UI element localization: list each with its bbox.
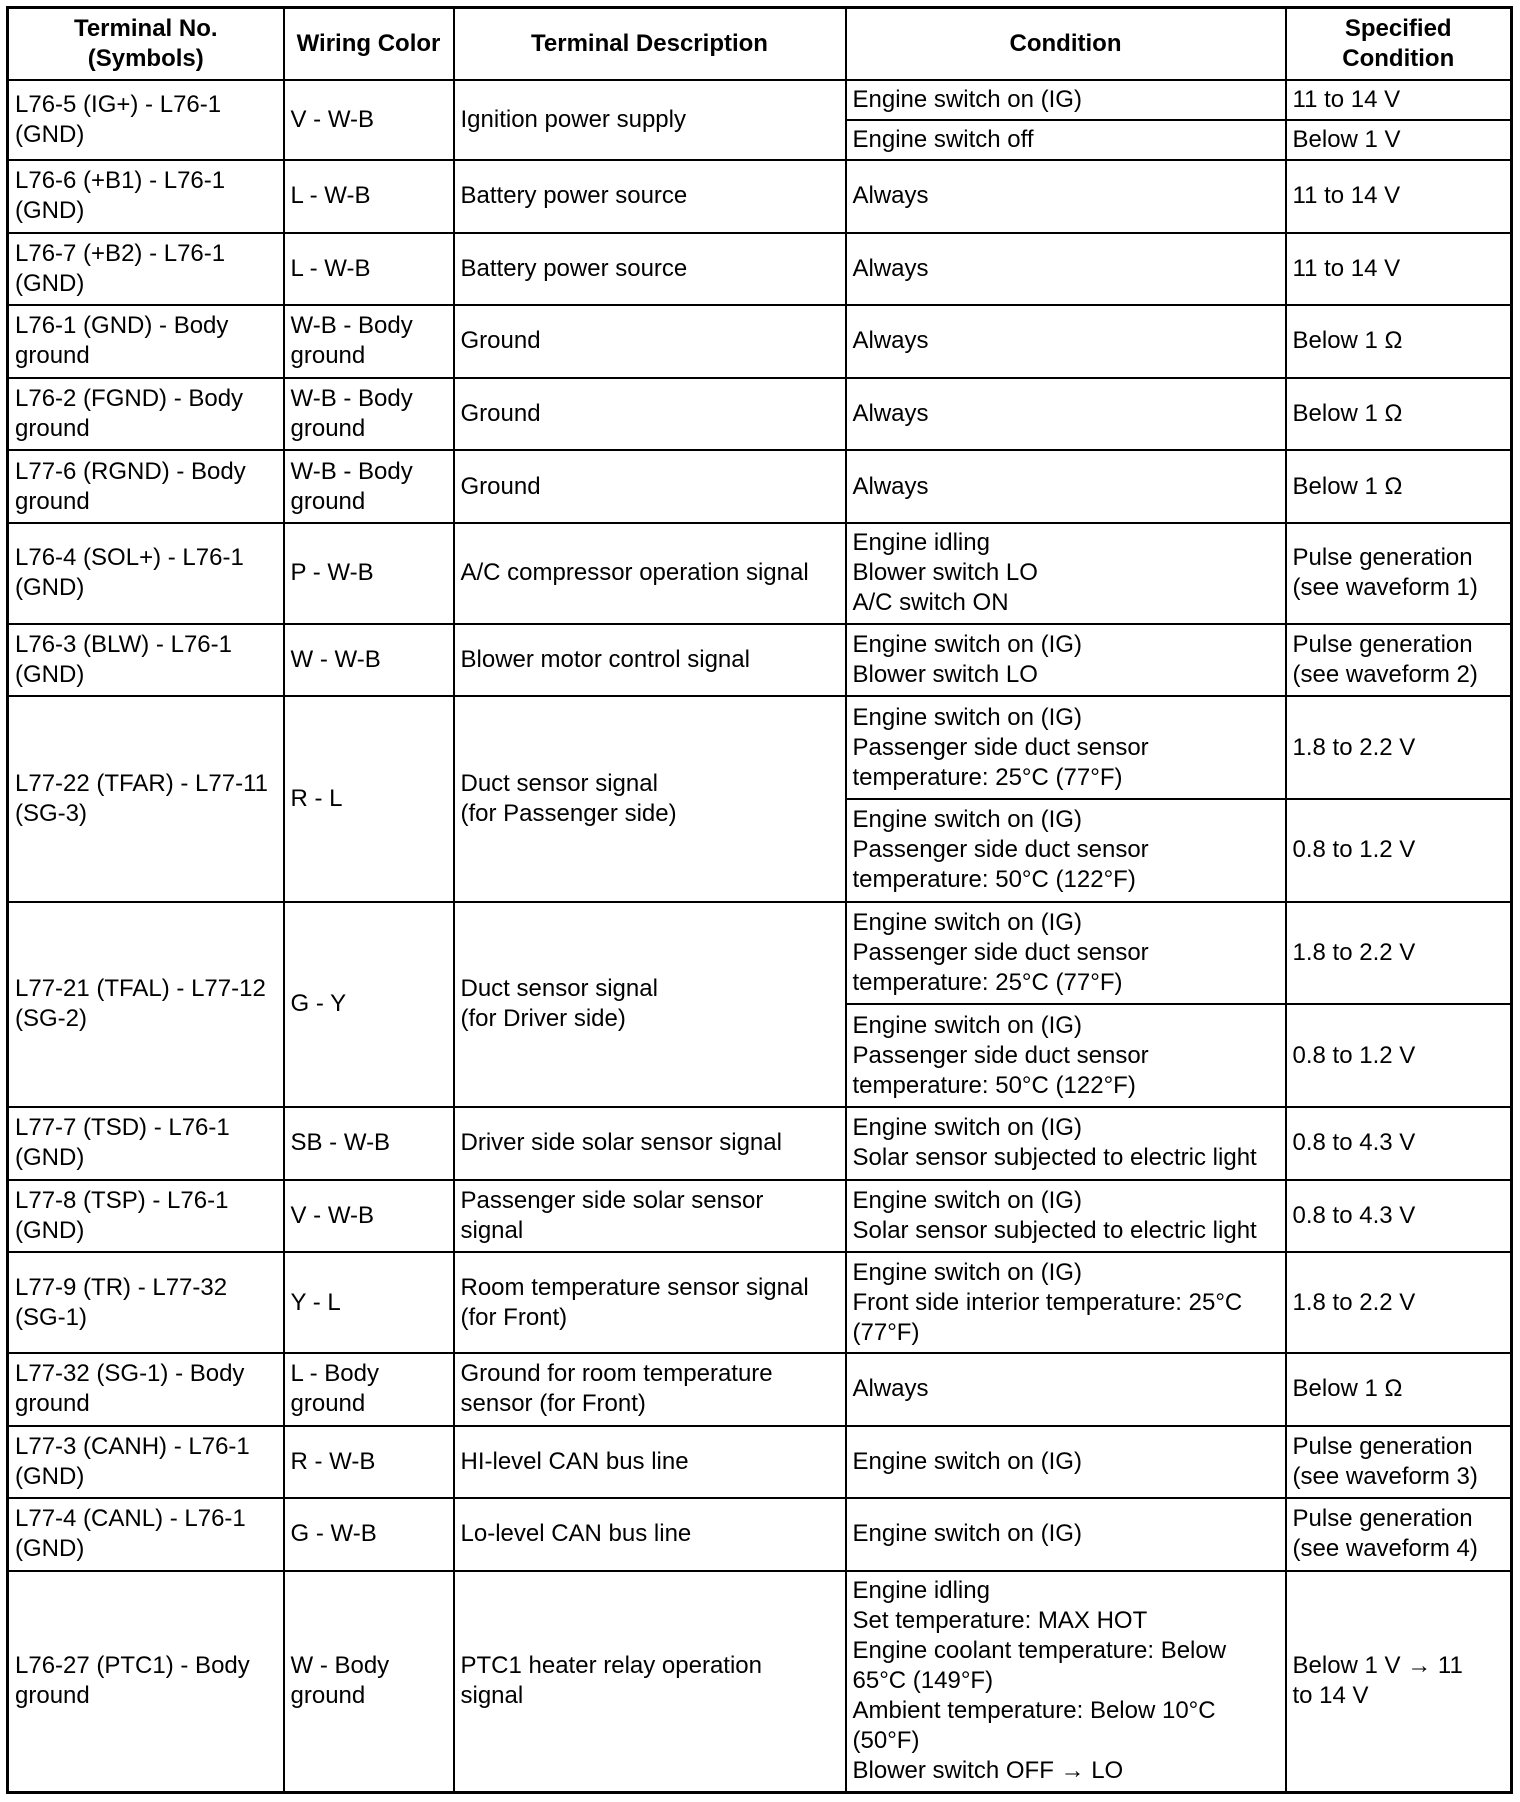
condition-cell: Engine switch on (IG) [846, 80, 1286, 120]
specified-condition-cell: Pulse generation (see waveform 1) [1286, 523, 1512, 624]
specified-condition-cell: 0.8 to 1.2 V [1286, 799, 1512, 902]
header-specified-condition: Specified Condition [1286, 8, 1512, 80]
terminal-cell: L76-27 (PTC1) - Body ground [8, 1571, 284, 1793]
specified-condition-cell: Below 1 Ω [1286, 305, 1512, 378]
condition-cell: Engine switch on (IG) Solar sensor subjected to electric light [846, 1180, 1286, 1253]
wiring-color-cell: SB - W-B [284, 1107, 454, 1180]
table-body [8, 80, 1512, 1793]
description-cell: Ground [454, 305, 846, 378]
wiring-color-cell: R - W-B [284, 1426, 454, 1499]
description-cell: Battery power source [454, 233, 846, 306]
terminal-cell: L77-21 (TFAL) - L77-12 (SG-2) [8, 902, 284, 1108]
condition-cell: Always [846, 1353, 1286, 1426]
terminal-cell: L77-32 (SG-1) - Body ground [8, 1353, 284, 1426]
description-cell: Duct sensor signal (for Passenger side) [454, 696, 846, 902]
condition-cell: Always [846, 233, 1286, 306]
table-row [8, 523, 1512, 624]
wiring-color-cell: G - Y [284, 902, 454, 1108]
condition-cell: Always [846, 450, 1286, 523]
specified-condition-cell: 11 to 14 V [1286, 80, 1512, 120]
condition-cell: Engine switch on (IG) Passenger side duct sensor temperature: 25°C (77°F) [846, 696, 1286, 799]
specified-condition-cell: Below 1 V → 11 to 14 V [1286, 1571, 1512, 1793]
condition-cell: Engine switch on (IG) Front side interior temperature: 25°C (77°F) [846, 1252, 1286, 1353]
wiring-color-cell: V - W-B [284, 1180, 454, 1253]
description-cell: Lo-level CAN bus line [454, 1498, 846, 1571]
wiring-color-cell: L - W-B [284, 233, 454, 306]
terminal-cell: L77-3 (CANH) - L76-1 (GND) [8, 1426, 284, 1499]
description-cell: Duct sensor signal (for Driver side) [454, 902, 846, 1108]
terminal-cell: L77-4 (CANL) - L76-1 (GND) [8, 1498, 284, 1571]
table-row [8, 160, 1512, 233]
header-row [8, 8, 1512, 80]
table-row [8, 305, 1512, 378]
condition-cell: Always [846, 305, 1286, 378]
description-cell: Passenger side solar sensor signal [454, 1180, 846, 1253]
terminal-cell: L76-6 (+B1) - L76-1 (GND) [8, 160, 284, 233]
wiring-color-cell: V - W-B [284, 80, 454, 161]
wiring-color-cell: R - L [284, 696, 454, 902]
specified-condition-cell: Below 1 Ω [1286, 378, 1512, 451]
description-cell: Ground [454, 378, 846, 451]
wiring-color-cell: W-B - Body ground [284, 305, 454, 378]
specified-condition-cell: 1.8 to 2.2 V [1286, 902, 1512, 1005]
terminal-cell: L76-7 (+B2) - L76-1 (GND) [8, 233, 284, 306]
specified-condition-cell: Pulse generation (see waveform 4) [1286, 1498, 1512, 1571]
condition-cell: Engine switch on (IG) Blower switch LO [846, 624, 1286, 697]
specified-condition-cell: 1.8 to 2.2 V [1286, 1252, 1512, 1353]
wiring-color-cell: Y - L [284, 1252, 454, 1353]
table-row [8, 233, 1512, 306]
condition-cell: Engine idling Set temperature: MAX HOT Engine coolant temperature: Below 65°C (149°F) Ambient temperature: Below 10°C (50°F) Blower switch OFF → LO [846, 1571, 1286, 1793]
terminal-cell: L76-3 (BLW) - L76-1 (GND) [8, 624, 284, 697]
specified-condition-cell: 1.8 to 2.2 V [1286, 696, 1512, 799]
description-cell: Ignition power supply [454, 80, 846, 161]
condition-cell: Engine switch off [846, 120, 1286, 160]
specified-condition-cell: Below 1 V [1286, 120, 1512, 160]
condition-cell: Engine switch on (IG) [846, 1426, 1286, 1499]
table-row [8, 1107, 1512, 1180]
header-condition: Condition [846, 8, 1286, 80]
table-row [8, 1180, 1512, 1253]
table-row [8, 1498, 1512, 1571]
terminal-cell: L76-5 (IG+) - L76-1 (GND) [8, 80, 284, 161]
terminal-cell: L76-2 (FGND) - Body ground [8, 378, 284, 451]
specified-condition-cell: 11 to 14 V [1286, 160, 1512, 233]
description-cell: Driver side solar sensor signal [454, 1107, 846, 1180]
terminal-cell: L76-1 (GND) - Body ground [8, 305, 284, 378]
condition-cell: Engine switch on (IG) Passenger side duct sensor temperature: 50°C (122°F) [846, 1004, 1286, 1107]
table-row [8, 378, 1512, 451]
terminal-cell: L77-6 (RGND) - Body ground [8, 450, 284, 523]
condition-cell: Engine switch on (IG) [846, 1498, 1286, 1571]
description-cell: PTC1 heater relay operation signal [454, 1571, 846, 1793]
condition-cell: Always [846, 160, 1286, 233]
specified-condition-cell: 0.8 to 1.2 V [1286, 1004, 1512, 1107]
table-row [8, 902, 1512, 1005]
condition-cell: Engine idling Blower switch LO A/C switch ON [846, 523, 1286, 624]
condition-cell: Engine switch on (IG) Solar sensor subjected to electric light [846, 1107, 1286, 1180]
condition-cell: Always [846, 378, 1286, 451]
table-row [8, 1353, 1512, 1426]
specified-condition-cell: 0.8 to 4.3 V [1286, 1107, 1512, 1180]
description-cell: HI-level CAN bus line [454, 1426, 846, 1499]
description-cell: Ground [454, 450, 846, 523]
description-cell: Battery power source [454, 160, 846, 233]
specified-condition-cell: Pulse generation (see waveform 2) [1286, 624, 1512, 697]
wiring-color-cell: W - Body ground [284, 1571, 454, 1793]
table-row [8, 1252, 1512, 1353]
terminal-cell: L77-8 (TSP) - L76-1 (GND) [8, 1180, 284, 1253]
description-cell: Ground for room temperature sensor (for Front) [454, 1353, 846, 1426]
description-cell: A/C compressor operation signal [454, 523, 846, 624]
table-row [8, 696, 1512, 799]
description-cell: Room temperature sensor signal (for Front) [454, 1252, 846, 1353]
terminal-cell: L77-9 (TR) - L77-32 (SG-1) [8, 1252, 284, 1353]
condition-cell: Engine switch on (IG) Passenger side duct sensor temperature: 50°C (122°F) [846, 799, 1286, 902]
header-terminal: Terminal No. (Symbols) [8, 8, 284, 80]
condition-cell: Engine switch on (IG) Passenger side duct sensor temperature: 25°C (77°F) [846, 902, 1286, 1005]
specified-condition-cell: Below 1 Ω [1286, 450, 1512, 523]
table-row [8, 624, 1512, 697]
table-row [8, 450, 1512, 523]
wiring-color-cell: W-B - Body ground [284, 378, 454, 451]
wiring-color-cell: L - Body ground [284, 1353, 454, 1426]
description-cell: Blower motor control signal [454, 624, 846, 697]
wiring-color-cell: W - W-B [284, 624, 454, 697]
specified-condition-cell: Pulse generation (see waveform 3) [1286, 1426, 1512, 1499]
wiring-color-cell: G - W-B [284, 1498, 454, 1571]
specified-condition-cell: 0.8 to 4.3 V [1286, 1180, 1512, 1253]
wiring-color-cell: W-B - Body ground [284, 450, 454, 523]
table-row [8, 80, 1512, 120]
specified-condition-cell: Below 1 Ω [1286, 1353, 1512, 1426]
terminal-cell: L76-4 (SOL+) - L76-1 (GND) [8, 523, 284, 624]
wiring-color-cell: L - W-B [284, 160, 454, 233]
header-wiring-color: Wiring Color [284, 8, 454, 80]
table-row [8, 1426, 1512, 1499]
terminal-inspection-table [6, 6, 1513, 1794]
table-row [8, 1571, 1512, 1793]
specified-condition-cell: 11 to 14 V [1286, 233, 1512, 306]
terminal-cell: L77-7 (TSD) - L76-1 (GND) [8, 1107, 284, 1180]
header-terminal-description: Terminal Description [454, 8, 846, 80]
terminal-cell: L77-22 (TFAR) - L77-11 (SG-3) [8, 696, 284, 902]
wiring-color-cell: P - W-B [284, 523, 454, 624]
